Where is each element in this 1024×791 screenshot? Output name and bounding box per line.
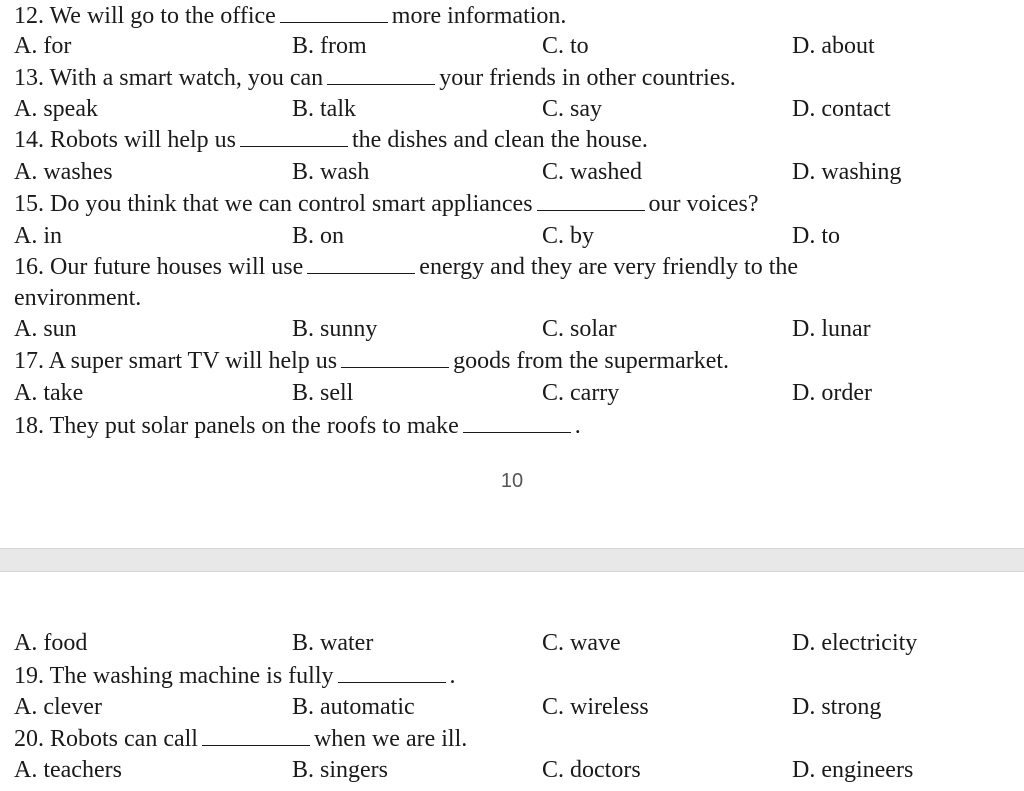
options-16	[0, 313, 1024, 345]
option-b: B. from	[292, 33, 367, 59]
option-b: B. water	[292, 630, 374, 656]
option-b: B. sunny	[292, 316, 378, 342]
option-d: D. strong	[792, 694, 882, 720]
options-19	[0, 691, 1024, 723]
option-a: A. take	[14, 380, 84, 406]
option-b: B. sell	[292, 380, 354, 406]
option-b: B. singers	[292, 757, 388, 783]
option-b: B. automatic	[292, 694, 415, 720]
answer-blank	[338, 660, 446, 683]
option-d: D. contact	[792, 96, 891, 122]
options-13	[0, 93, 1024, 125]
option-d: D. engineers	[792, 757, 914, 783]
option-a: A. food	[14, 630, 88, 656]
answer-blank	[327, 62, 435, 85]
option-c: C. wave	[542, 630, 621, 656]
page-number: 10	[500, 470, 524, 492]
option-d: D. order	[792, 380, 872, 406]
question-20: 20. Robots can call when we are ill.	[14, 723, 467, 755]
options-20	[0, 754, 1024, 786]
options-15	[0, 220, 1024, 252]
option-c: C. by	[542, 223, 595, 249]
answer-blank	[280, 0, 388, 23]
answer-blank	[307, 251, 415, 274]
option-d: D. about	[792, 33, 875, 59]
option-a: A. clever	[14, 694, 102, 720]
option-d: D. electricity	[792, 630, 918, 656]
option-a: A. speak	[14, 96, 98, 122]
options-14	[0, 156, 1024, 188]
option-c: C. wireless	[542, 694, 649, 720]
option-c: C. washed	[542, 159, 642, 185]
option-a: A. sun	[14, 316, 77, 342]
question-16: 16. Our future houses will use energy and they are very friendly to the	[14, 251, 798, 283]
question-14: 14. Robots will help us the dishes and clean the house.	[14, 124, 648, 156]
answer-blank	[463, 410, 571, 433]
options-17	[0, 377, 1024, 409]
page-separator	[0, 548, 1024, 572]
question-13: 13. With a smart watch, you can your friends in other countries.	[14, 62, 736, 94]
document-page-2	[0, 572, 1024, 791]
option-b: B. wash	[292, 159, 370, 185]
answer-blank	[202, 723, 310, 746]
question-12: 12. We will go to the office more information.	[14, 0, 566, 32]
option-c: C. to	[542, 33, 589, 59]
option-c: C. carry	[542, 380, 620, 406]
options-18	[0, 627, 1024, 659]
question-17: 17. A super smart TV will help us goods from the supermarket.	[14, 345, 729, 377]
answer-blank	[341, 345, 449, 368]
option-a: A. teachers	[14, 757, 122, 783]
option-b: B. talk	[292, 96, 356, 122]
option-d: D. washing	[792, 159, 902, 185]
question-15: 15. Do you think that we can control smart appliances our voices?	[14, 188, 759, 220]
question-18: 18. They put solar panels on the roofs to make .	[14, 410, 581, 442]
question-19: 19. The washing machine is fully .	[14, 660, 456, 692]
option-d: D. to	[792, 223, 840, 249]
option-d: D. lunar	[792, 316, 871, 342]
option-c: C. doctors	[542, 757, 641, 783]
answer-blank	[537, 188, 645, 211]
question-16-continued: environment.	[14, 285, 142, 311]
option-a: A. washes	[14, 159, 113, 185]
answer-blank	[240, 124, 348, 147]
option-b: B. on	[292, 223, 345, 249]
option-c: C. say	[542, 96, 602, 122]
option-a: A. for	[14, 33, 72, 59]
options-12	[0, 30, 1024, 62]
option-c: C. solar	[542, 316, 617, 342]
option-a: A. in	[14, 223, 62, 249]
